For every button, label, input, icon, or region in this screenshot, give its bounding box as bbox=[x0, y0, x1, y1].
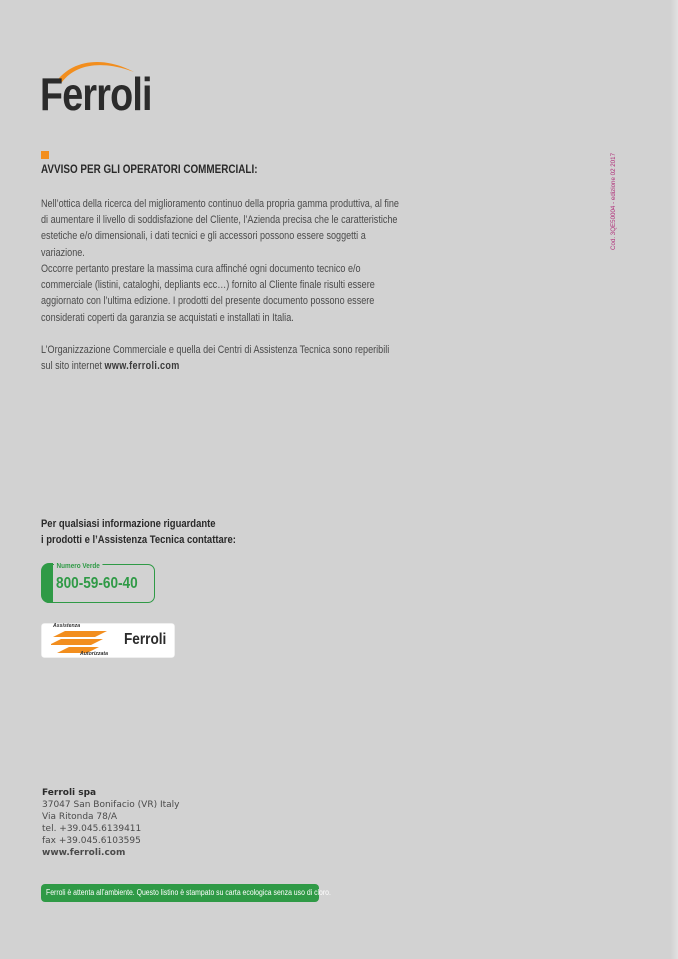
notice-paragraph-3 bbox=[41, 342, 400, 374]
notice-title: AVVISO PER GLI OPERATORI COMMERCIALI: bbox=[41, 164, 258, 176]
notice-paragraph-2: Occorre pertanto prestare la massima cura affinché ogni documento tecnico e/o commerciale (listini, cataloghi, depliants ecc…) fornito al Cliente finale risulti essere aggiornato con l’ultima edizione. I prodotti del presente documento possono essere considerati coperti da garanzia se acquistati e installati in Italia. bbox=[41, 263, 375, 324]
assistenza-top-label: Assistenza bbox=[53, 623, 81, 629]
company-address-line-1: 37047 San Bonifacio (VR) Italy bbox=[42, 800, 180, 810]
company-phone: tel. +39.045.6139411 bbox=[42, 824, 142, 834]
company-address bbox=[42, 787, 180, 859]
company-fax: fax +39.045.6103595 bbox=[42, 836, 141, 846]
numero-verde-badge[interactable] bbox=[40, 560, 156, 604]
website-link[interactable]: www.ferroli.com bbox=[104, 360, 180, 373]
company-name: Ferroli spa bbox=[42, 788, 97, 798]
page-fold-shadow bbox=[670, 0, 678, 959]
company-website[interactable]: www.ferroli.com bbox=[42, 848, 126, 858]
eco-notice-bar bbox=[41, 884, 331, 902]
contact-heading-line-2: i prodotti e l’Assistenza Tecnica contattare: bbox=[41, 534, 236, 546]
ferroli-logo bbox=[40, 56, 166, 122]
company-address-line-2: Via Ritonda 78/A bbox=[42, 812, 118, 822]
assistenza-autorizzata-badge bbox=[41, 623, 175, 658]
notice-paragraph-3-text: L’Organizzazione Commerciale e quella dei Centri di Assistenza Tecnica sono reperibili sul sito internet bbox=[41, 344, 390, 373]
numero-verde-number: 800-59-60-40 bbox=[56, 575, 138, 592]
contact-heading-line-1: Per qualsiasi informazione riguardante bbox=[41, 518, 216, 530]
eco-notice-text: Ferroli è attenta all’ambiente. Questo listino è stampato su carta ecologica senza uso di cloro. bbox=[46, 888, 331, 897]
notice-paragraph-1: Nell’ottica della ricerca del miglioramento continuo della propria gamma produttiva, al fine di aumentare il livello di soddisfazione del Cliente, l’Azienda precisa che le caratteristiche estetiche e/o dimensionali, i dati tecnici e gli accessori possono essere soggetti a variazione. bbox=[41, 198, 399, 259]
contact-heading bbox=[41, 516, 236, 548]
logo-wordmark: Ferroli bbox=[40, 68, 152, 120]
numero-verde-label: Numero Verde bbox=[54, 561, 102, 570]
assistenza-bottom-label: Autorizzata bbox=[80, 651, 108, 657]
assistenza-brand: Ferroli bbox=[124, 631, 167, 648]
orange-square-bullet bbox=[41, 151, 49, 159]
phone-handset-icon bbox=[41, 563, 53, 603]
document-code: Cod. 3QE50004 - edizione 02 2017 bbox=[610, 152, 617, 250]
